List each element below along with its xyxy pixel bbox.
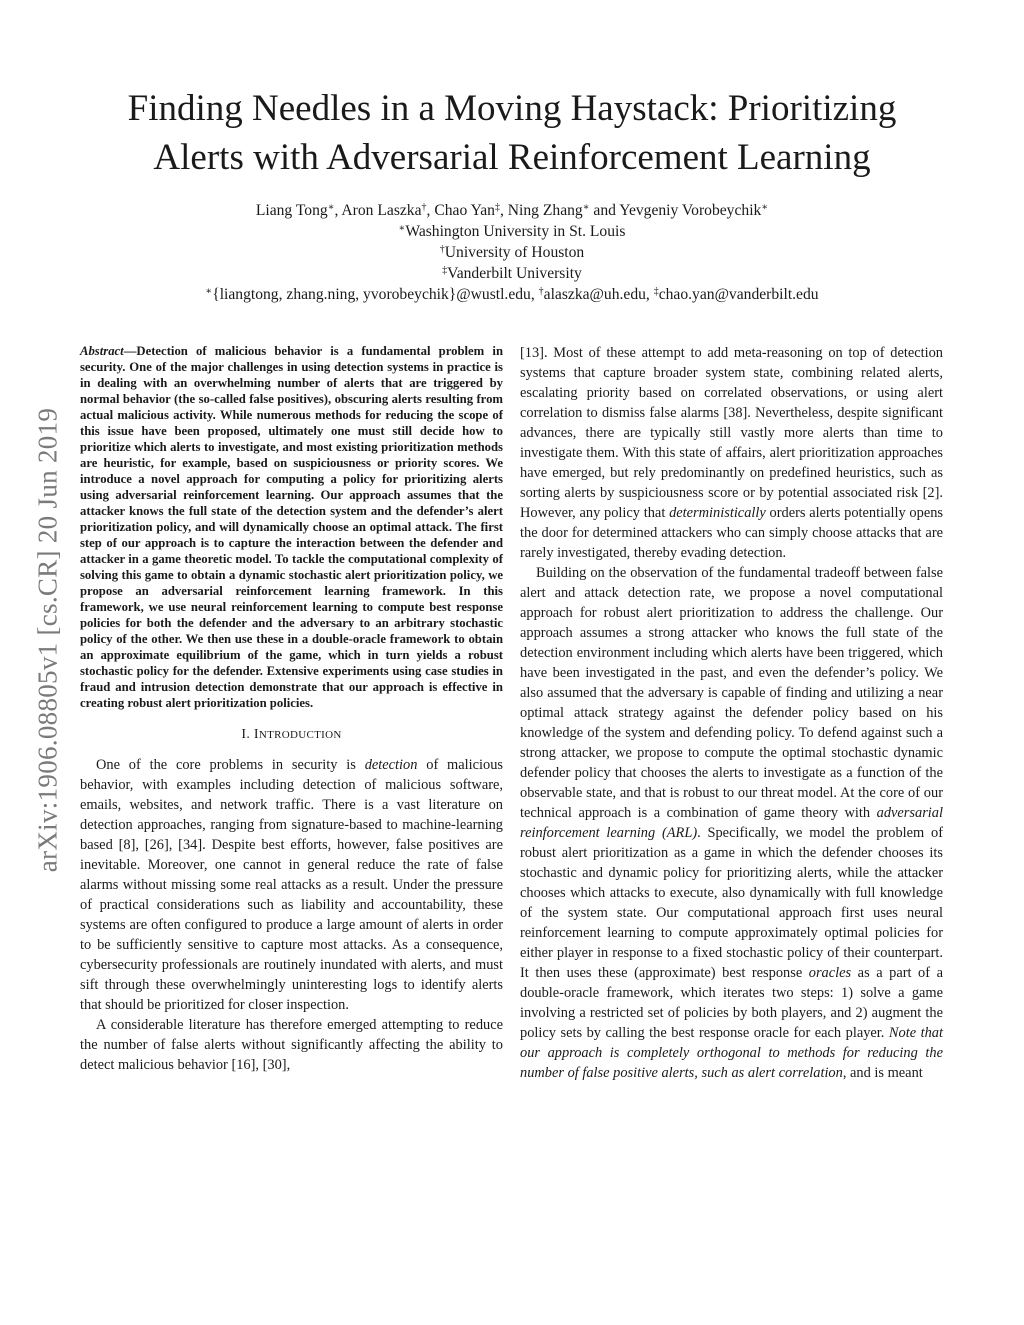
affiliation-wustl (60, 221, 964, 242)
email-mark: ∗ (205, 286, 213, 297)
author-name: , Ning Zhang (499, 202, 583, 219)
email-text: chao.yan@vanderbilt.edu (658, 286, 819, 303)
affiliation-mark: ∗ (398, 223, 406, 234)
section-numeral: I. I (241, 727, 259, 742)
email-mark: † (538, 286, 544, 297)
affiliation-uh (60, 242, 964, 263)
author-name: , Aron Laszka (334, 202, 422, 219)
intro-paragraph-2: A considerable literature has therefore emerged attempting to reduce the number of false alerts without significantly affecting the ability to detect malicious behavior [16], [30], (80, 1017, 503, 1073)
emphasis-arl: adversarial reinforcement learning (ARL) (520, 805, 943, 841)
emphasis-detection: detection (364, 757, 418, 773)
affiliation-vu (60, 263, 964, 284)
author-mark: ∗ (582, 202, 590, 213)
abstract-label: Abstract (80, 344, 124, 358)
affiliation-name: Vanderbilt University (447, 265, 582, 282)
author-name: , Chao Yan (426, 202, 495, 219)
affiliation-name: University of Houston (444, 244, 585, 261)
affiliation-mark: ‡ (442, 265, 448, 276)
text-run: as a part of a double-oracle framework, which iterates two steps: 1) solve a game involving a restricted set of policies by both players, and 2) augment the policy sets by calling the best response oracle for each player. (520, 965, 943, 1041)
affiliation-name: Washington University in St. Louis (405, 223, 626, 240)
text-run: . Specifically, we model the problem of robust alert prioritization as a game in which the defender chooses its stochastic and dynamic policy for prioritizing alerts, while the attacker chooses which attacks to execute, also dynamically with full knowledge of the system state. Our computational approach first uses neural reinforcement learning to compute approximately optimal policies for either player in response to a fixed stochastic policy of their counterpart. It then uses these (approximate) best response (520, 825, 943, 981)
email-text: alaszka@uh.edu, (543, 286, 654, 303)
intro-paragraph-3 (520, 563, 943, 1083)
email-text: {liangtong, zhang.ning, yvorobeychik}@wustl.edu, (212, 286, 539, 303)
author-mark: † (421, 202, 427, 213)
author-name: Liang Tong (255, 202, 328, 219)
text-run: of malicious behavior, with examples including detection of malicious software, emails, websites, and network traffic. There is a vast literature on detection approaches, ranging from signature-based to machine-learning based [8], [26], [34]. Despite best efforts, however, false positives are inevitable. Moreover, one cannot in general reduce the rate of false alarms without missing some real attacks as a result. Under the pressure of practical considerations such as liability and accountability, these systems are often configured to produce a large amount of alerts in order to be sufficiently sensitive to capture most attacks. As a consequence, cybersecurity professionals are routinely inundated with alerts, and must sift through these overwhelmingly uninteresting logs to identify alerts that should be prioritized for closer inspection. (80, 757, 503, 1013)
author-mark: ∗ (761, 202, 769, 213)
author-block (60, 200, 964, 305)
paper-title (40, 84, 984, 182)
author-mark: ∗ (327, 202, 335, 213)
text-run: Building on the observation of the fundamental tradeoff between false alert and attack detection rate, we propose a novel computational approach for robust alert prioritization to address the challenge. Our approach assumes a strong attacker who knows the full state of the detection environment including which alerts have been triggered, which have been investigated in the past, and even the defender’s policy. We also assumed that the adversary is capable of finding and utilizing a near optimal attack strategy against the defender policy based on his knowledge of the system and defending policy. To defend against such a strong attacker, we propose to compute the optimal stochastic dynamic defender policy that chooses the alerts to investigate as a function of the observable state, and that is robust to our threat model. At the core of our technical approach is a combination of game theory with (520, 565, 943, 821)
text-run: [13]. Most of these attempt to add meta-reasoning on top of detection systems that capture broader system state, combining related alerts, escalating priority based on correlated observations, or using alert correlation to dismiss false alarms [38]. Nevertheless, despite significant advances, there are typically still vastly more alerts than time to investigate them. With this state of affairs, alert prioritization approaches have emerged, but rely predominantly on predefined heuristics, such as sorting alerts by suspiciousness score or by potential associated risk [2]. However, any policy that (520, 345, 943, 521)
left-column (80, 343, 503, 1075)
text-run: orders alerts potentially opens the door for determined attackers who can simply choose attacks that are rarely investigated, thereby evading detection. (520, 505, 943, 561)
author-name: and Yevgeniy Vorobeychik (589, 202, 762, 219)
text-run: , and is meant (842, 1065, 923, 1081)
right-column (520, 343, 943, 1083)
author-list (60, 200, 964, 221)
arxiv-identifier: arXiv:1906.08805v1 [cs.CR] 20 Jun 2019 (32, 407, 63, 873)
abstract-text: —Detection of malicious behavior is a fundamental problem in security. One of the major challenges in using detection systems in practice is in dealing with an overwhelming number of alerts that are triggered by normal behavior (the so-called false positives), obscuring alerts resulting from actual malicious activity. While numerous methods for reducing the scope of this issue have been proposed, ultimately one must still decide how to prioritize which alerts to investigate, and most existing prioritization methods are heuristic, for example, based on suspiciousness or priority scores. We introduce a novel approach for computing a policy for prioritizing alerts using adversarial reinforcement learning. Our approach assumes that the attacker knows the full state of the detection system and the defender’s alert prioritization policy, and will dynamically choose an optimal attack. The first step of our approach is to capture the interaction between the defender and attacker in a game theoretic model. To tackle the computational complexity of solving this game to obtain a dynamic stochastic alert prioritization policy, we propose an adversarial reinforcement learning framework. In this framework, we use neural reinforcement learning to compute best response policies for both the defender and the adversary to an arbitrary stochastic policy of the other. We then use these in a double-oracle framework to obtain an approximate equilibrium of the game, which in turn yields a robust stochastic policy for the defender. Extensive experiments using case studies in fraud and intrusion detection demonstrate that our approach is effective in creating robust alert prioritization policies. (80, 344, 503, 710)
text-run: One of the core problems in security is (96, 757, 365, 773)
email-line (60, 284, 964, 305)
section-title: NTRODUCTION (258, 729, 342, 741)
emphasis-deterministically: deterministically (669, 505, 766, 521)
title-line-1: Finding Needles in a Moving Haystack: Prioritizing (127, 88, 897, 129)
emphasis-oracles: oracles (808, 965, 852, 981)
author-mark: ‡ (494, 202, 500, 213)
intro-paragraph-1 (80, 755, 503, 1015)
email-mark: ‡ (653, 286, 659, 297)
affiliation-mark: † (439, 244, 445, 255)
abstract (80, 343, 503, 711)
intro-paragraph-2-continued (520, 343, 943, 563)
emphasis-orthogonal-note: Note that our approach is completely orthogonal to methods for reducing the number of false positive alerts, such as alert correlation (520, 1025, 944, 1081)
section-heading-introduction (80, 725, 503, 745)
title-line-2: Alerts with Adversarial Reinforcement Learning (153, 137, 871, 178)
